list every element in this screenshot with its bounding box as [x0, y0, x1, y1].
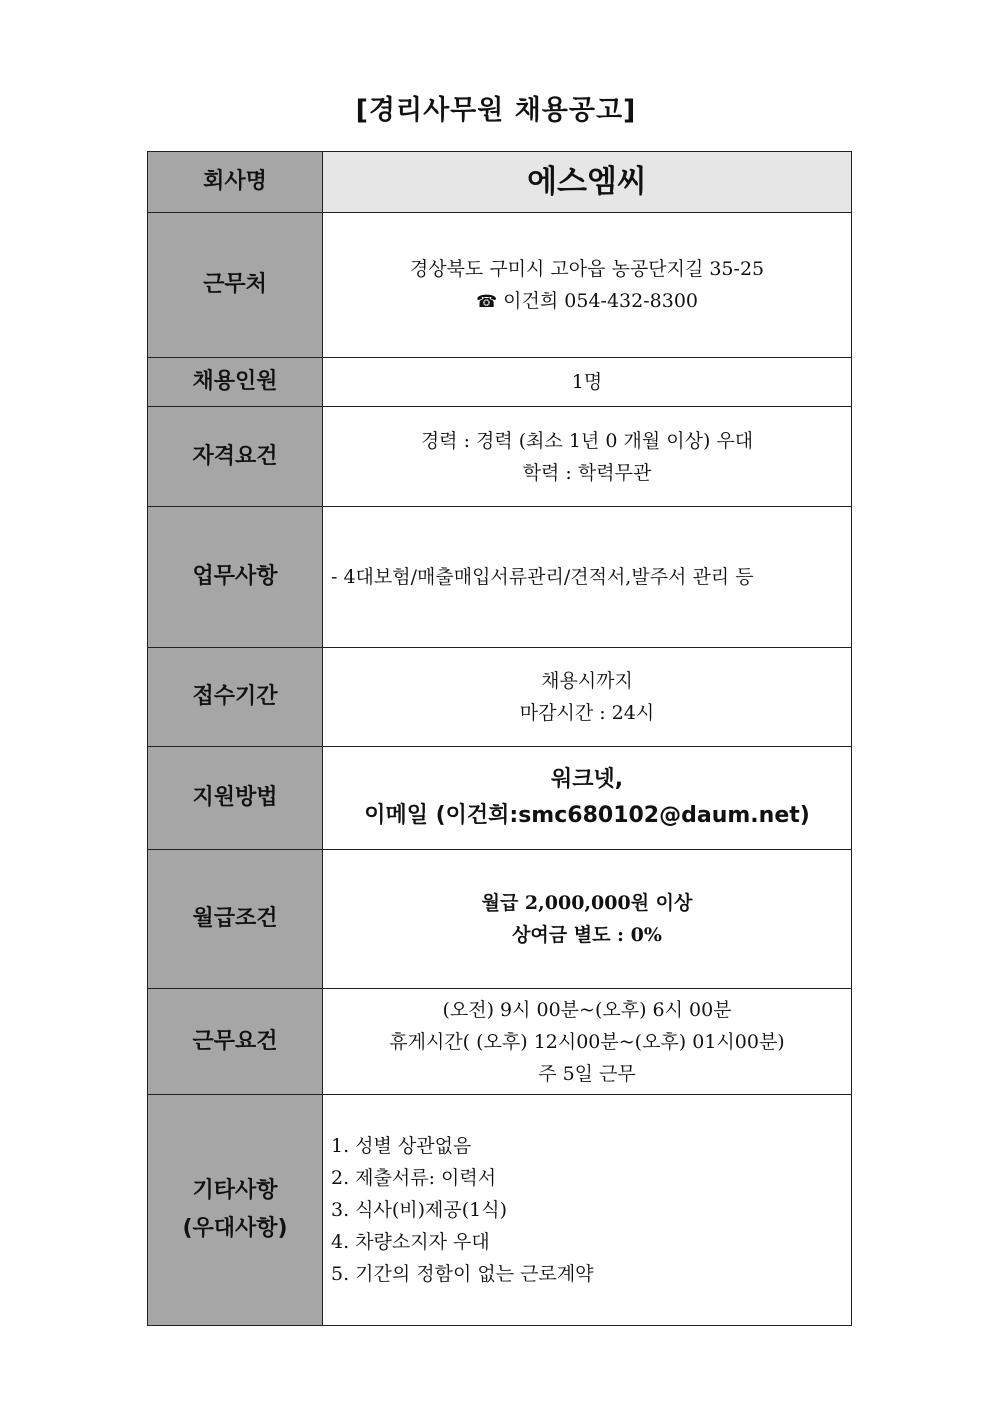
- method-value: [323, 747, 852, 850]
- row-period: [148, 648, 852, 747]
- row-other: [148, 1095, 852, 1326]
- row-method: [148, 747, 852, 850]
- row-company: [148, 152, 852, 213]
- qualification-career: 경력 : 경력 (최소 1년 0 개월 이상) 우대: [420, 429, 754, 452]
- period-label: 접수기간: [148, 648, 323, 747]
- workplace-address: 경상북도 구미시 고아읍 농공단지길 35-25: [409, 257, 765, 280]
- job-posting-table: [147, 151, 852, 1326]
- qualification-education: 학력 : 학력무관: [522, 461, 652, 484]
- duties-value: - 4대보험/매출매입서류관리/견적서,발주서 관리 등: [323, 507, 852, 648]
- workplace-contact-line: [323, 285, 851, 318]
- row-hours: [148, 989, 852, 1095]
- row-workplace: [148, 213, 852, 358]
- other-label-sub: (우대사항): [182, 1216, 288, 1241]
- other-label: [148, 1095, 323, 1326]
- other-item-1: 1. 성별 상관없음: [331, 1135, 472, 1157]
- other-label-main: 기타사항: [192, 1178, 278, 1203]
- salary-label: 월급조건: [148, 850, 323, 989]
- method-email: 이메일 (이건희:smc680102@daum.net): [364, 803, 810, 828]
- row-duties: [148, 507, 852, 648]
- workplace-contact: 이건희 054-432-8300: [503, 289, 698, 312]
- other-value: [323, 1095, 852, 1326]
- hours-worktime: (오전) 9시 00분~(오후) 6시 00분: [442, 998, 732, 1021]
- row-headcount: [148, 358, 852, 407]
- hours-days: 주 5일 근무: [538, 1062, 636, 1085]
- other-item-4: 4. 차량소지자 우대: [331, 1231, 490, 1253]
- row-qualifications: [148, 407, 852, 507]
- period-deadline: 마감시간 : 24시: [519, 702, 655, 724]
- other-item-5: 5. 기간의 정함이 없는 근로계약: [331, 1263, 594, 1285]
- company-label: 회사명: [148, 152, 323, 213]
- hours-label: 근무요건: [148, 989, 323, 1095]
- duties-label: 업무사항: [148, 507, 323, 648]
- page-title: [경리사무원 채용공고]: [355, 95, 637, 126]
- hours-break: 휴게시간( (오후) 12시00분~(오후) 01시00분): [389, 1030, 785, 1053]
- other-item-2: 2. 제출서류: 이력서: [331, 1167, 497, 1189]
- period-value: [323, 648, 852, 747]
- workplace-value: [323, 213, 852, 358]
- salary-value: [323, 850, 852, 989]
- headcount-label: 채용인원: [148, 358, 323, 407]
- method-label: 지원방법: [148, 747, 323, 850]
- row-salary: [148, 850, 852, 989]
- qualifications-label: 자격요건: [148, 407, 323, 507]
- salary-bonus: 상여금 별도 : 0%: [512, 924, 662, 946]
- method-worknet: 워크넷,: [550, 767, 624, 792]
- salary-monthly: 월급 2,000,000원 이상: [481, 892, 693, 914]
- headcount-value: 1명: [323, 358, 852, 407]
- period-until: 채용시까지: [541, 670, 633, 692]
- other-item-3: 3. 식사(비)제공(1식): [331, 1199, 508, 1221]
- workplace-label: 근무처: [148, 213, 323, 358]
- qualifications-value: [323, 407, 852, 507]
- telephone-icon: ☎: [475, 291, 498, 312]
- hours-value: [323, 989, 852, 1095]
- company-name: 에스엠씨: [323, 152, 852, 213]
